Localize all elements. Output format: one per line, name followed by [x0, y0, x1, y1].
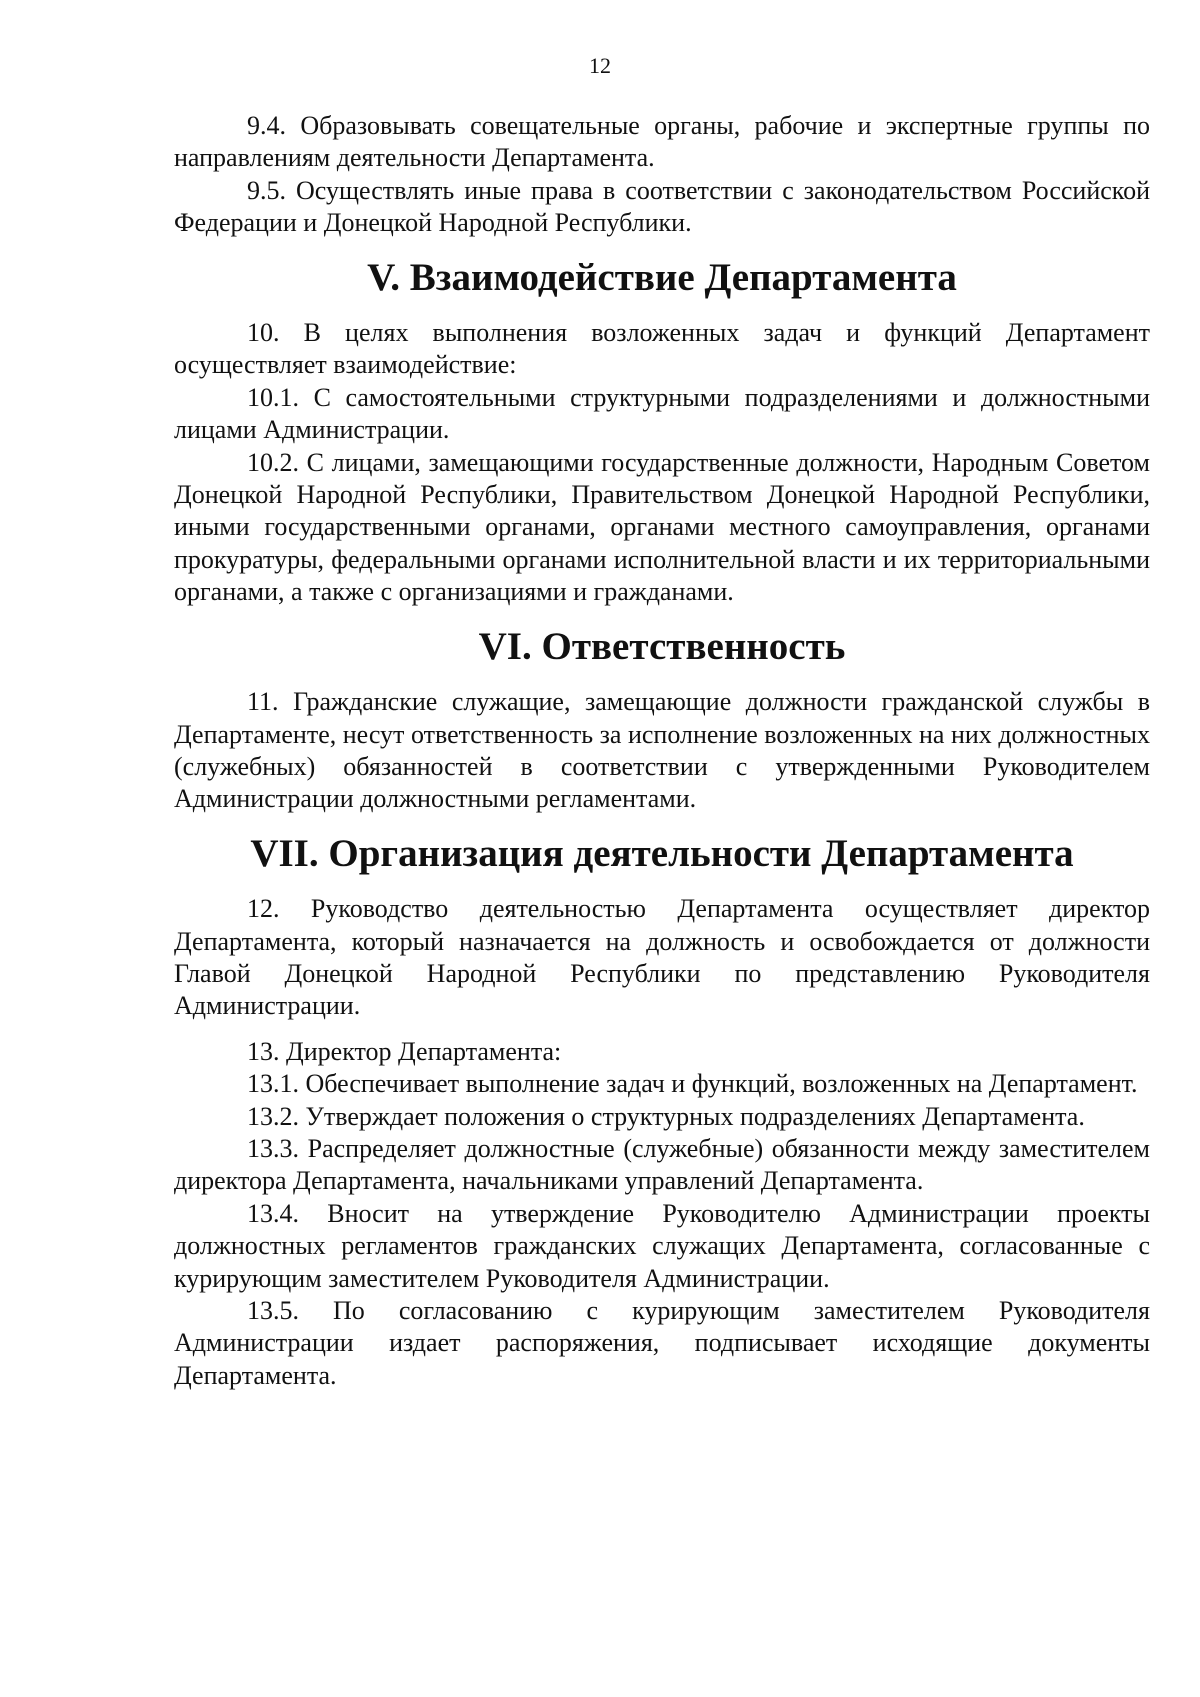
item-10-1: 10.1. С самостоятельными структурными подразделениями и должностными лицами Администрации.	[174, 382, 1150, 445]
document-body	[174, 110, 1150, 1392]
item-13-1: 13.1. Обеспечивает выполнение задач и функций, возложенных на Департамент.	[247, 1069, 1138, 1099]
item-13: 13. Директор Департамента:	[247, 1036, 562, 1066]
page-number: 12	[589, 53, 611, 78]
item-13-5: 13.5. По согласованию с курирующим заместителем Руководителя Администрации издает распоряжения, подписывает исходящие документы Департамента.	[174, 1296, 1150, 1390]
section-heading-organization: VII. Организация деятельности Департамента	[250, 831, 1074, 875]
item-13-4: 13.4. Вносит на утверждение Руководителю Администрации проекты должностных регламентов гражданских служащих Департамента, согласованные с курирующим заместителем Руководителя Администрации.	[174, 1198, 1150, 1293]
item-13-3: 13.3. Распределяет должностные (служебные) обязанности между заместителем директора Департамента, начальниками управлений Департамента.	[174, 1133, 1150, 1196]
section-heading-responsibility: VI. Ответственность	[478, 624, 846, 668]
section-heading-interaction: V. Взаимодействие Департамента	[367, 255, 957, 299]
item-11: 11. Гражданские служащие, замещающие должности гражданской службы в Департаменте, несут ответственность за исполнение возложенных на них должностных (служебных) обязанностей в соответствии с утвержденными Руководителем Администрации должностными регламентами.	[174, 687, 1150, 814]
item-13-2: 13.2. Утверждает положения о структурных подразделениях Департамента.	[247, 1101, 1085, 1131]
item-9-4: 9.4. Образовывать совещательные органы, рабочие и экспертные группы по направлениям деятельности Департамента.	[174, 111, 1150, 173]
item-10: 10. В целях выполнения возложенных задач и функций Департамент осуществляет взаимодействие:	[174, 318, 1150, 380]
item-12: 12. Руководство деятельностью Департамента осуществляет директор Департамента, который назначается на должность и освобождается от должности Главой Донецкой Народной Республики по представлению Руководителя Администрации.	[174, 894, 1150, 1021]
item-10-2: 10.2. С лицами, замещающими государственные должности, Народным Советом Донецкой Народной Республики, Правительством Донецкой Народной Республики, иными государственными органами, органами местного самоуправления, органами прокуратуры, федеральными органами исполнительной власти и их территориальными органами, а также с организациями и гражданами.	[174, 447, 1150, 607]
item-9-5: 9.5. Осуществлять иные права в соответствии с законодательством Российской Федерации и Донецкой Народной Республики.	[174, 175, 1150, 238]
